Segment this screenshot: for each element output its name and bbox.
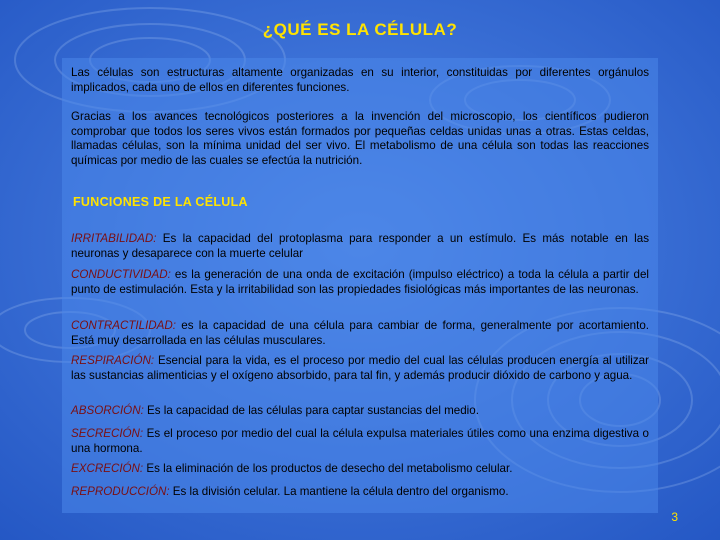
function-item-reproduccion (71, 485, 649, 500)
microscope-paragraph: Gracias a los avances tecnológicos posteriores a la invención del microscopio, los científicos pudieron comprobar que todos los seres vivos están formados por pequeñas celdas unidas unas a otras. Estas celdas, llamadas células, son la mínima unidad del ser vivo. El metabolismo de una célula son todas las reacciones químicas por medio de las cuales se efectúa la nutrición. (71, 110, 649, 167)
function-item-conductividad (71, 268, 649, 297)
function-item-contractilidad (71, 319, 649, 348)
function-description: es la generación de una onda de excitación (impulso eléctrico) a toda la célula a partir del punto de estimulación. Esta y la irritabilidad son las propiedades fisiológicas más importantes de las neuronas. (71, 268, 649, 296)
section-heading: FUNCIONES DE LA CÉLULA (73, 195, 248, 209)
intro-paragraph: Las células son estructuras altamente organizadas en su interior, constituidas por diferentes orgánulos implicados, cada uno de ellos en diferentes funciones. (71, 66, 649, 94)
function-description: Es la capacidad del protoplasma para responder a un estímulo. Es más notable en las neuronas y desaparece con la muerte celular (71, 232, 649, 260)
function-description: Esencial para la vida, es el proceso por medio del cual las células producen energía al utilizar las sustancias alimenticias y el oxígeno absorbido, para tal fin, y además producir dióxido de carbono y agua. (71, 354, 649, 382)
slide-title: ¿QUÉ ES LA CÉLULA? (262, 20, 458, 39)
function-item-absorcion (71, 404, 649, 419)
function-term: SECRECIÓN: (71, 427, 144, 440)
function-item-secrecion (71, 427, 649, 456)
function-description: Es la eliminación de los productos de desecho del metabolismo celular. (143, 462, 513, 475)
function-term: CONTRACTILIDAD: (71, 319, 176, 332)
function-item-respiracion (71, 354, 649, 383)
function-term: IRRITABILIDAD: (71, 232, 157, 245)
function-description: Es la capacidad de las células para captar sustancias del medio. (143, 404, 479, 417)
page-number: 3 (671, 510, 678, 524)
function-term: CONDUCTIVIDAD: (71, 268, 171, 281)
function-description: Es el proceso por medio del cual la célula expulsa materiales útiles como una enzima digestiva o una hormona. (71, 427, 649, 455)
function-description: es la capacidad de una célula para cambiar de forma, generalmente por acortamiento. Está muy desarrollada en las células musculares. (71, 319, 649, 347)
function-item-irritabilidad (71, 232, 649, 261)
function-item-excrecion (71, 462, 649, 477)
function-term: ABSORCIÓN: (71, 404, 144, 417)
function-term: EXCRECIÓN: (71, 462, 144, 475)
function-term: REPRODUCCIÓN: (71, 485, 170, 498)
function-description: Es la división celular. La mantiene la célula dentro del organismo. (169, 485, 509, 498)
function-term: RESPIRACIÓN: (71, 354, 155, 367)
